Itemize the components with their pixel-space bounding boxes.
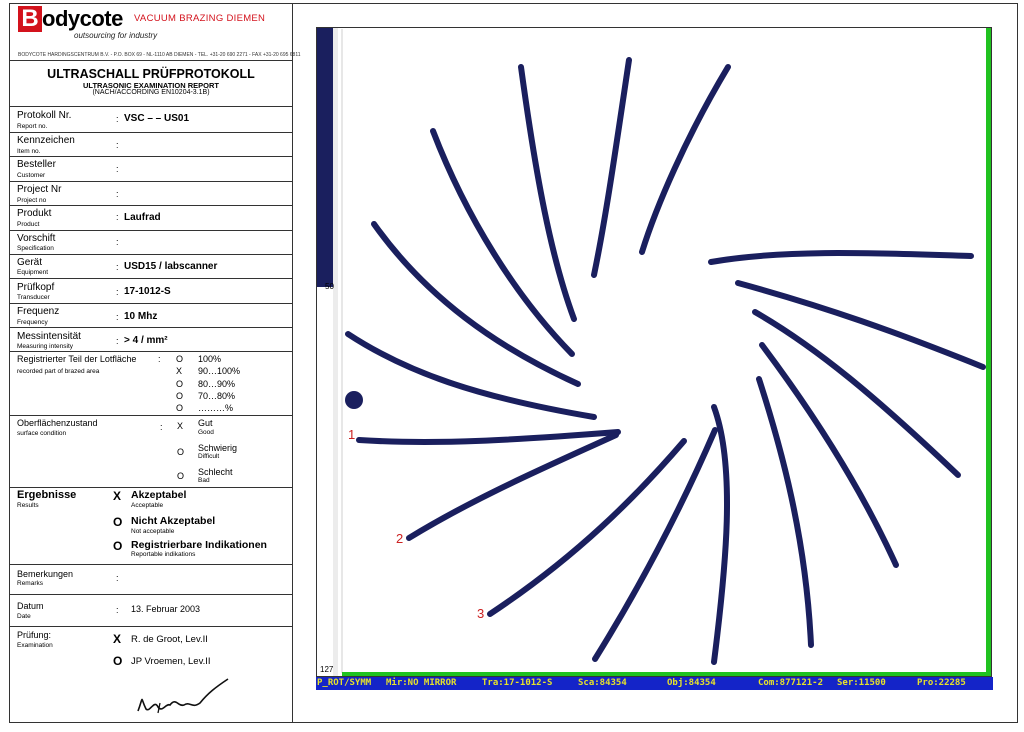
logo-wordmark: odycote	[42, 6, 123, 31]
divider	[10, 132, 292, 133]
field-label: Frequenz	[17, 306, 60, 317]
result-sublabel: Not acceptable	[131, 528, 175, 535]
option-mark[interactable]: O	[176, 391, 184, 401]
date-sublabel: Date	[17, 613, 31, 620]
option-label: 100%	[198, 354, 222, 364]
results-label: Ergebnisse	[17, 489, 77, 501]
field-label: Project Nr	[17, 184, 62, 195]
divider	[10, 487, 292, 488]
date-label: Datum	[17, 601, 44, 611]
field-sublabel: Measuring intensity	[17, 343, 73, 350]
scale-label-mid: 50	[325, 282, 334, 291]
results-sublabel: Results	[17, 502, 39, 509]
date-value: 13. Februar 2003	[131, 604, 201, 614]
option-mark[interactable]: O	[176, 403, 184, 413]
option-label: Gut	[198, 418, 213, 428]
exam-sublabel: Examination	[17, 642, 53, 649]
exam-mark[interactable]: X	[113, 632, 122, 646]
field-sublabel: Specification	[17, 245, 54, 252]
examiner-name: R. de Groot, Lev.II	[131, 634, 208, 645]
field-label: Gerät	[17, 257, 43, 268]
field-value: VSC – – US01	[124, 113, 190, 124]
report-norm: (NACH/ACCORDING EN10204-3.1B)	[92, 89, 210, 96]
field-value: 10 Mhz	[124, 311, 158, 322]
field-label: Protokoll Nr.	[17, 110, 72, 121]
field-sublabel: Frequency	[17, 319, 48, 326]
result-mark[interactable]: X	[113, 489, 122, 503]
status-mirror: Mir:NO MIRROR	[386, 678, 457, 688]
field-label: Produkt	[17, 208, 52, 219]
field-label: Kennzeichen	[17, 135, 75, 146]
report-subtitle: ULTRASONIC EXAMINATION REPORT	[83, 81, 219, 90]
signature-image	[130, 675, 240, 717]
company-address: BODYCOTE HARDINGSCENTRUM B.V. - P.O. BOX 69 - NL-1110 AB DIEMEN - TEL. +31-20 690 2271 - FAX +31-20 695 6811	[18, 52, 301, 58]
field-sublabel: Project no	[17, 197, 47, 204]
option-mark[interactable]: O	[177, 447, 185, 457]
tagline: outsourcing for industry	[74, 31, 158, 40]
option-mark[interactable]: O	[176, 379, 184, 389]
examiner-name: JP Vroemen, Lev.II	[131, 656, 211, 667]
status-mode: P_ROT/SYMM	[317, 678, 372, 688]
status-object: Obj:84354	[667, 678, 716, 688]
field-value: USD15 / labscanner	[124, 261, 218, 272]
divider	[10, 303, 292, 304]
marker-1: 1	[348, 427, 356, 442]
divider	[10, 594, 292, 595]
bodycote-logo	[18, 6, 130, 32]
divider	[10, 156, 292, 157]
option-mark[interactable]: X	[176, 366, 183, 376]
option-label: 80…90%	[198, 379, 236, 389]
option-label: 90…100%	[198, 366, 241, 376]
result-label: Registrierbare Indikationen	[131, 539, 267, 551]
status-program: Pro:22285	[917, 678, 966, 688]
exam-mark[interactable]: O	[113, 654, 123, 668]
result-sublabel: Reportable indikations	[131, 551, 196, 558]
option-label: 70…80%	[198, 391, 236, 401]
field-sublabel: Report no.	[17, 123, 48, 130]
divider	[10, 60, 292, 61]
remarks-sublabel: Remarks	[17, 580, 44, 587]
field-sublabel: Item no.	[17, 148, 41, 155]
divider	[10, 106, 292, 107]
field-value: 17-1012-S	[124, 286, 171, 297]
column-divider	[292, 3, 293, 723]
option-label: Schlecht	[198, 467, 233, 477]
field-label: Vorschift	[17, 233, 56, 244]
field-label: Messintensität	[17, 331, 81, 342]
result-mark[interactable]: O	[113, 515, 123, 529]
field-sublabel: Equipment	[17, 269, 49, 276]
brazed-area-label: Registrierter Teil der Lotfläche	[17, 354, 137, 364]
divider	[10, 230, 292, 231]
brazed-area-sublabel: recorded part of brazed area	[17, 368, 100, 375]
exam-label: Prüfung:	[17, 630, 52, 640]
divider	[10, 205, 292, 206]
field-value: > 4 / mm²	[124, 335, 168, 346]
divider	[10, 626, 292, 627]
scan-status-bar	[316, 677, 993, 690]
field-value: Laufrad	[124, 212, 161, 223]
surface-label: Oberflächenzustand	[17, 418, 98, 428]
option-sublabel: Difficult	[198, 453, 220, 460]
option-mark[interactable]: X	[177, 421, 184, 431]
scan-border	[316, 27, 992, 677]
result-label: Akzeptabel	[131, 489, 187, 501]
field-sublabel: Transducer	[17, 294, 50, 301]
marker-2: 2	[396, 531, 404, 546]
result-label: Nicht Akzeptabel	[131, 515, 216, 527]
result-mark[interactable]: O	[113, 539, 123, 553]
option-label: ………%	[198, 403, 234, 413]
option-sublabel: Good	[198, 429, 214, 436]
status-serial: Ser:11500	[837, 678, 886, 688]
field-label: Prüfkopf	[17, 282, 55, 293]
report-title: ULTRASCHALL PRÜFPROTOKOLL	[47, 67, 255, 81]
option-label: Schwierig	[198, 443, 238, 453]
field-sublabel: Product	[17, 221, 40, 228]
option-mark[interactable]: O	[177, 471, 185, 481]
status-transducer: Tra:17-1012-S	[482, 678, 553, 688]
divider	[10, 564, 292, 565]
divider	[10, 181, 292, 182]
logo-letter: B	[18, 6, 42, 32]
surface-sublabel: surface condition	[17, 430, 67, 437]
field-sublabel: Customer	[17, 172, 46, 179]
result-sublabel: Acceptable	[131, 502, 164, 509]
field-label: Besteller	[17, 159, 56, 170]
divider	[10, 415, 292, 416]
divider	[10, 351, 292, 352]
divider	[10, 278, 292, 279]
remarks-label: Bemerkungen	[17, 569, 74, 579]
divider	[10, 327, 292, 328]
status-component: Com:877121-2	[758, 678, 824, 688]
marker-3: 3	[477, 606, 485, 621]
option-sublabel: Bad	[198, 477, 210, 484]
scale-label-bottom: 127	[320, 665, 334, 674]
logo-subtitle: VACUUM BRAZING DIEMEN	[134, 13, 266, 24]
option-mark[interactable]: O	[176, 354, 184, 364]
divider	[10, 254, 292, 255]
status-scan: Sca:84354	[578, 678, 627, 688]
